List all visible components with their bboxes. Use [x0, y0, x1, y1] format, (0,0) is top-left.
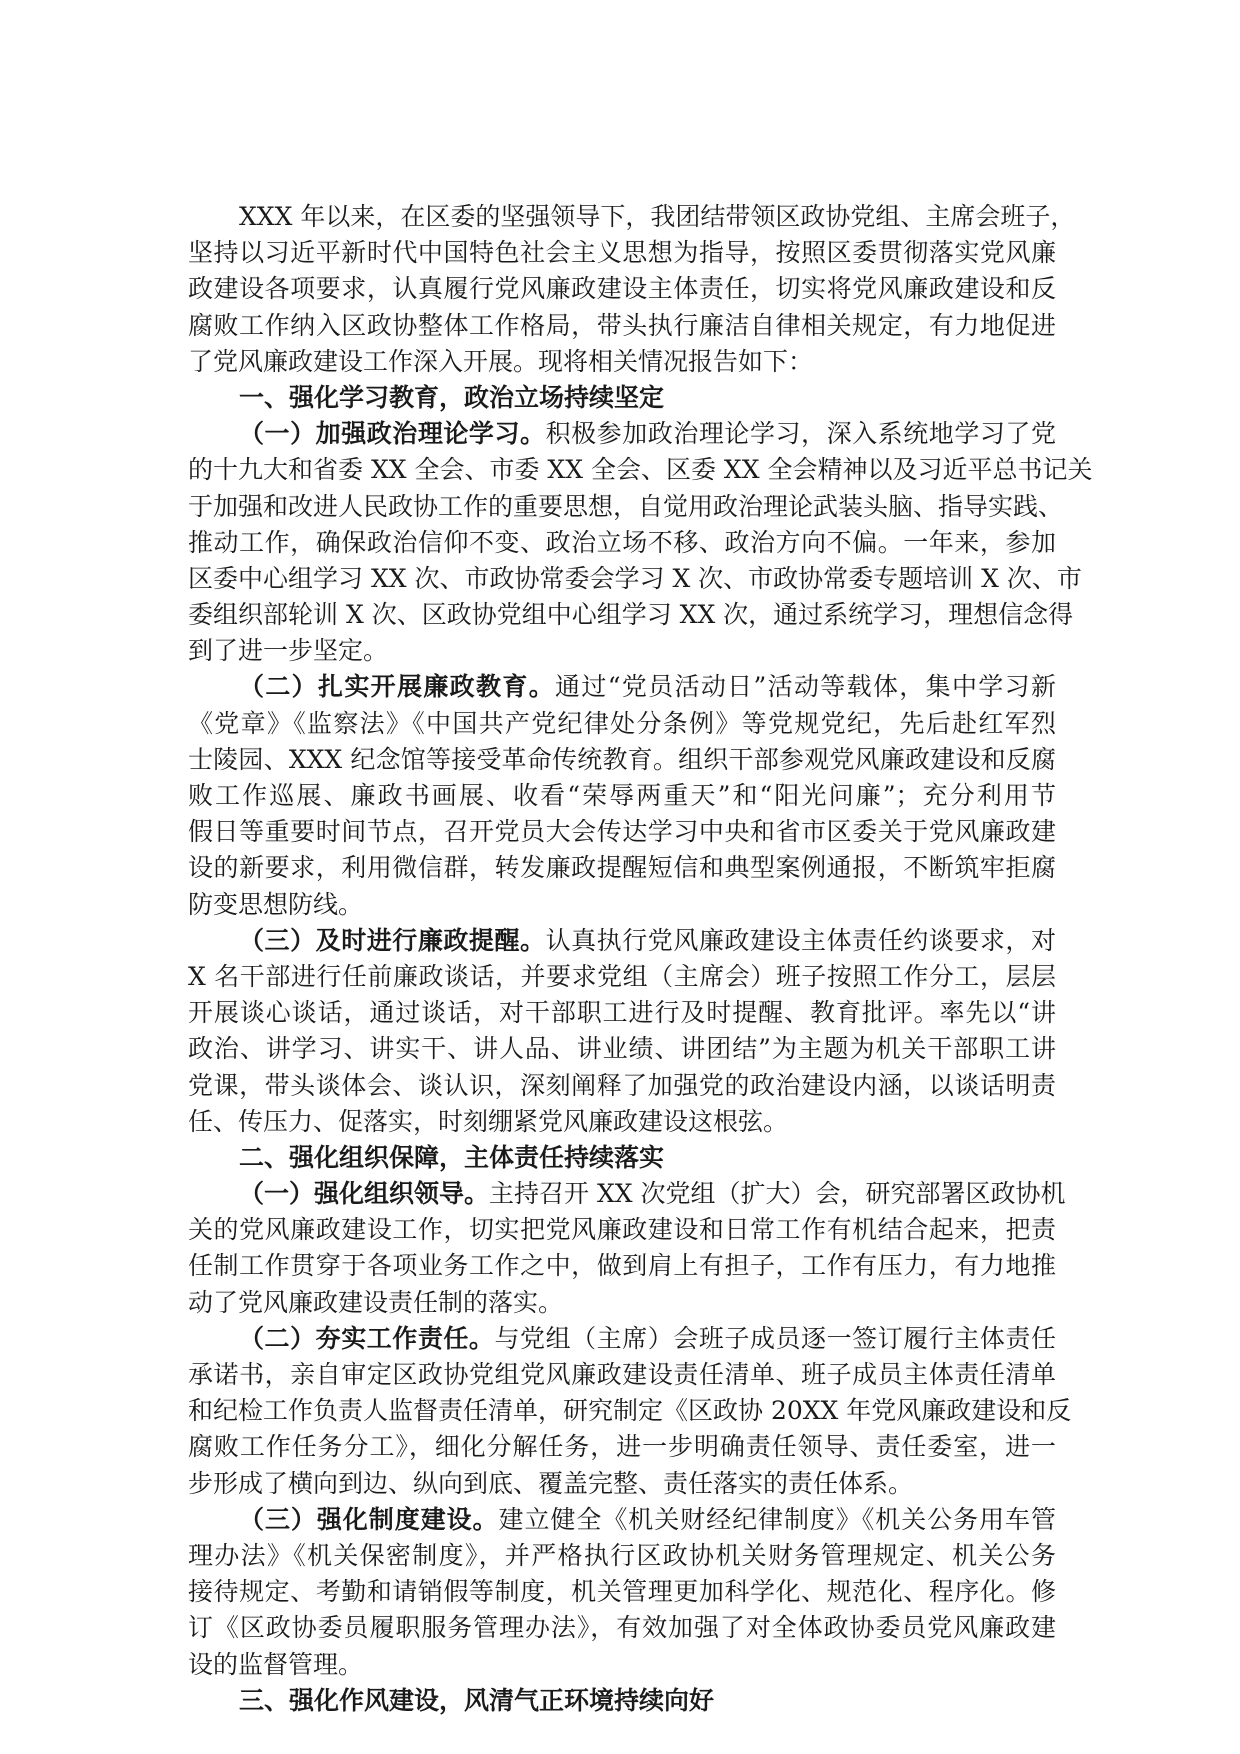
paragraph-line: 了党风廉政建设工作深入开展。现将相关情况报告如下： — [188, 346, 814, 376]
paragraph-line: 党课，带头谈体会、谈认识，深刻阐释了加强党的政治建设内涵，以谈话明责 — [188, 1070, 1056, 1100]
document-page — [188, 199, 1093, 1719]
paragraph-line: 推动工作，确保政治信仰不变、政治立场不移、政治方向不偏。一年来，参加 — [188, 527, 1056, 557]
paragraph-line: 败工作巡展、廉政书画展、收看“荣辱两重天”和“阳光问廉”；充分利用节 — [188, 781, 1056, 810]
paragraph-lead-title: （三）强化制度建设。 — [239, 1504, 499, 1534]
paragraph-line: 防变思想防线。 — [188, 889, 364, 919]
paragraph-lead-title: （三）及时进行廉政提醒。 — [239, 925, 546, 955]
paragraph-line: 委组织部轮训 X 次、区政协党组中心组学习 XX 次，通过系统学习，理想信念得 — [188, 600, 1074, 630]
paragraph-line: 接待规定、考勤和请销假等制度，机关管理更加科学化、规范化、程序化。修 — [188, 1577, 1056, 1607]
paragraph-line: 设的监督管理。 — [188, 1649, 364, 1679]
paragraph-line: XXX 年以来，在区委的坚强领导下，我团结带领区政协党组、主席会班子， — [239, 202, 1076, 231]
paragraph-line — [188, 669, 1056, 705]
paragraph-lead-title: （二）夯实工作责任。 — [239, 1323, 495, 1353]
paragraph-text: 通过“党员活动日”活动等载体，集中学习新 — [555, 672, 1056, 702]
paragraph-line — [188, 923, 1056, 959]
paragraph-line: 腐败工作任务分工》，细化分解任务，进一步明确责任领导、责任委室，进一 — [188, 1432, 1056, 1462]
paragraph-line: 区委中心组学习 XX 次、市政协常委会学习 X 次、市政协常委专题培训 X 次、市 — [188, 563, 1082, 593]
paragraph-line: 承诺书，亲自审定区政协党组党风廉政建设责任清单、班子成员主体责任清单 — [188, 1360, 1056, 1389]
paragraph-line: 开展谈心谈话，通过谈话，对干部职工进行及时提醒、教育批评。率先以“讲 — [188, 998, 1056, 1028]
paragraph-line: 和纪检工作负责人监督责任清单，研究制定《区政协 20XX 年党风廉政建设和反 — [188, 1396, 1072, 1426]
paragraph — [188, 416, 1093, 669]
paragraph-line: 步形成了横向到边、纵向到底、覆盖完整、责任落实的责任体系。 — [188, 1468, 914, 1498]
paragraph-line — [188, 1176, 1066, 1212]
paragraph-line: 关的党风廉政建设工作，切实把党风廉政建设和日常工作有机结合起来，把责 — [188, 1215, 1056, 1245]
paragraph-line: 于加强和改进人民政协工作的重要思想，自觉用政治理论武装头脑、指导实践、 — [188, 491, 1064, 521]
paragraph-line: 任制工作贯穿于各项业务工作之中，做到肩上有担子，工作有压力，有力地推 — [188, 1251, 1056, 1281]
paragraph-line: 政建设各项要求，认真履行党风廉政建设主体责任，切实将党风廉政建设和反 — [188, 274, 1056, 304]
paragraph-line: 假日等重要时间节点，召开党员大会传达学习中央和省市区委关于党风廉政建 — [188, 817, 1056, 847]
paragraph-text: 积极参加政治理论学习，深入系统地学习了党 — [545, 419, 1056, 449]
paragraph-lead-title: （一）强化组织领导。 — [239, 1179, 490, 1209]
paragraph — [188, 669, 1056, 922]
paragraph-text: 与党组（主席）会班子成员逐一签订履行主体责任 — [494, 1323, 1056, 1353]
paragraph-line: X 名干部进行任前廉政谈话，并要求党组（主席会）班子按照工作分工，层层 — [188, 961, 1056, 991]
paragraph-line: 任、传压力、促落实，时刻绷紧党风廉政建设这根弦。 — [188, 1106, 789, 1136]
paragraph — [188, 1176, 1066, 1321]
paragraph-text: 认真执行党风廉政建设主体责任约谈要求，对 — [545, 925, 1056, 955]
paragraph-line: 腐败工作纳入区政协整体工作格局，带头执行廉洁自律相关规定，有力地促进 — [188, 310, 1056, 340]
paragraph-line: 设的新要求，利用微信群，转发廉政提醒短信和典型案例通报，不断筑牢拒腐 — [188, 853, 1056, 883]
paragraph-lead-title: （二）扎实开展廉政教育。 — [239, 672, 556, 702]
paragraph-line: 的十九大和省委 XX 全会、市委 XX 全会、区委 XX 全会精神以及习近平总书记关 — [188, 455, 1093, 485]
paragraph-line: 政治、讲学习、讲实干、讲人品、讲业绩、讲团结”为主题为机关干部职工讲 — [188, 1034, 1056, 1064]
paragraph — [188, 923, 1056, 1140]
paragraph-text: 建立健全《机关财经纪律制度》《机关公务用车管 — [498, 1504, 1056, 1534]
paragraph-line — [188, 416, 1056, 452]
paragraph-line: 订《区政协委员履职服务管理办法》，有效加强了对全体政协委员党风廉政建 — [188, 1613, 1056, 1643]
section-heading: 二、强化组织保障，主体责任持续落实 — [239, 1142, 665, 1172]
paragraph — [188, 199, 1076, 380]
paragraph-line: 理办法》《机关保密制度》，并严格执行区政协机关财务管理规定、机关公务 — [188, 1540, 1056, 1570]
paragraph-line: 士陵园、XXX 纪念馆等接受革命传统教育。组织干部参观党风廉政建设和反腐 — [188, 744, 1056, 774]
paragraph-line: 坚持以习近平新时代中国特色社会主义思想为指导，按照区委贯彻落实党风廉 — [188, 238, 1056, 268]
section-heading: 三、强化作风建设，风清气正环境持续向好 — [239, 1685, 715, 1715]
paragraph-line: 《党章》《监察法》《中国共产党纪律处分条例》等党规党纪，先后赴红军烈 — [188, 708, 1056, 738]
paragraph-line: 到了进一步坚定。 — [188, 636, 389, 666]
section-heading: 一、强化学习教育，政治立场持续坚定 — [239, 382, 665, 412]
paragraph-line — [188, 1502, 1056, 1538]
paragraph-lead-title: （一）加强政治理论学习。 — [239, 419, 546, 449]
paragraph-line: 动了党风廉政建设责任制的落实。 — [188, 1287, 564, 1317]
paragraph — [188, 1502, 1056, 1683]
paragraph-text: 主持召开 XX 次党组（扩大）会，研究部署区政协机 — [489, 1179, 1066, 1209]
paragraph — [188, 1321, 1072, 1502]
paragraph-line — [188, 1321, 1056, 1357]
